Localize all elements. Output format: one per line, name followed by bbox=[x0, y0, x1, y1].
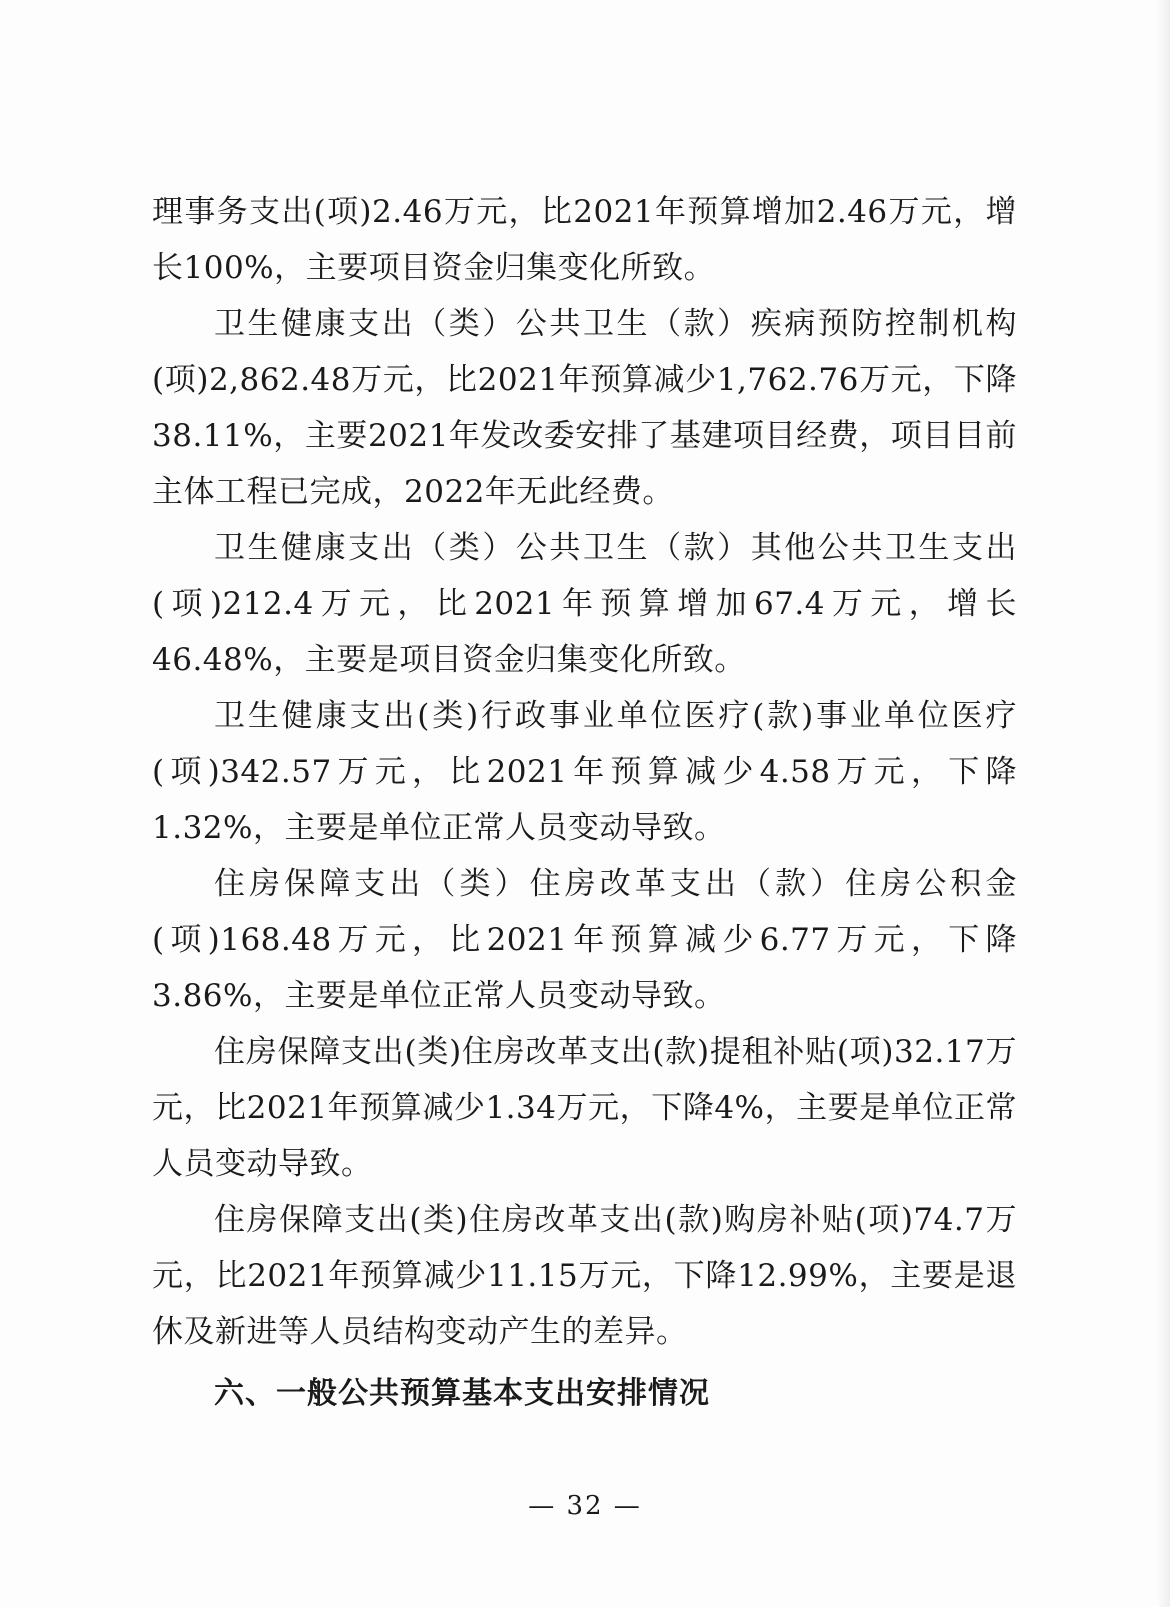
paragraph-rent-subsidy: 住房保障支出(类)住房改革支出(款)提租补贴(项)32.17万元，比2021年预算减少1.34万元，下降4%，主要是单位正常人员变动导致。 bbox=[152, 1034, 1017, 1182]
paragraph-disease-control: 卫生健康支出（类）公共卫生（款）疾病预防控制机构(项)2,862.48万元，比2021年预算减少1,762.76万元，下降38.11%，主要2021年发改委安排了基建项目经费，项目目前主体工程已完成，2022年无此经费。 bbox=[152, 306, 1017, 510]
paragraph-continuation: 理事务支出(项)2.46万元，比2021年预算增加2.46万元，增长100%，主要项目资金归集变化所致。 bbox=[152, 194, 1017, 286]
paragraph-housing-purchase-subsidy: 住房保障支出(类)住房改革支出(款)购房补贴(项)74.7万元，比2021年预算减少11.15万元，下降12.99%，主要是退休及新进等人员结构变动产生的差异。 bbox=[152, 1202, 1017, 1350]
page-edge-shadow bbox=[1156, 0, 1170, 1607]
paragraph-institution-medical: 卫生健康支出(类)行政事业单位医疗(款)事业单位医疗(项)342.57万元，比2021年预算减少4.58万元，下降1.32%，主要是单位正常人员变动导致。 bbox=[152, 698, 1017, 846]
document-body bbox=[152, 184, 1017, 1424]
page-number: — 32 — bbox=[528, 1491, 642, 1521]
paragraph-housing-fund: 住房保障支出（类）住房改革支出（款）住房公积金(项)168.48万元，比2021年预算减少6.77万元，下降3.86%，主要是单位正常人员变动导致。 bbox=[152, 866, 1017, 1014]
section-heading: 六、一般公共预算基本支出安排情况 bbox=[214, 1376, 710, 1411]
paragraph-other-public-health: 卫生健康支出（类）公共卫生（款）其他公共卫生支出(项)212.4万元，比2021年预算增加67.4万元，增长46.48%，主要是项目资金归集变化所致。 bbox=[152, 530, 1017, 678]
